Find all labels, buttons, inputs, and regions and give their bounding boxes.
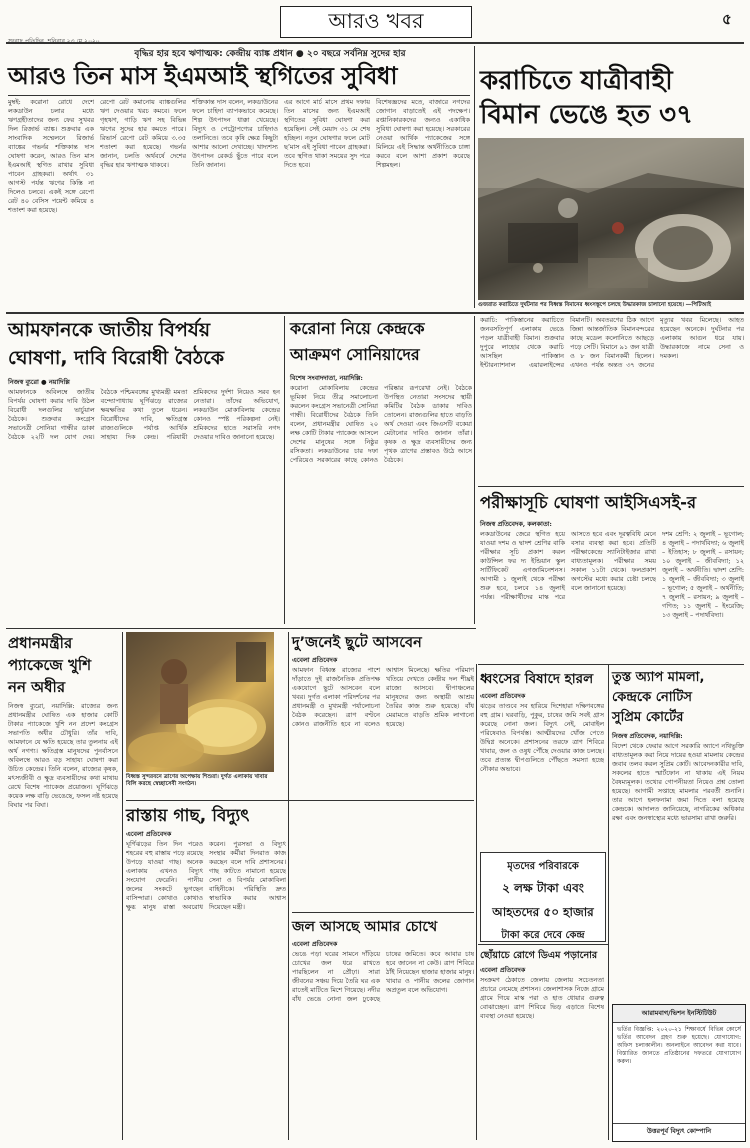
exam-body: লকডাউনের জেরে স্থগিত হয়ে যাওয়া দশম ও দ্বাদশ শ্রেণির বাকি পরীক্ষার সূচি প্রকাশ করল কাউন্সিল ফর দ্য ইন্ডিয়ান স্কুল সার্টিফিকেট এগজামিনেশনস। আগামী ১ জুলাই থেকে পরীক্ষা শুরু হবে, চলবে ১৪ জুলাই পর্যন্ত। পরীক্ষার্থীদের মাস্ক পরে আসতে হবে এবং দূরত্ববিধি মেনে বসার ব্যবস্থা করা হবে। প্রতিটি পরীক্ষাকেন্দ্রে স্যানিটাইজার রাখা বাধ্যতামূলক। পরীক্ষার সময় সকাল ১১টা থেকে। ফলপ্রকাশ অগস্টের মধ্যে করার চেষ্টা চলছে বলে জানানো হয়েছে।	[480, 530, 656, 601]
top-section-rule	[6, 312, 744, 314]
both-body: আমফান বিধ্বস্ত রাজ্যের পাশে দাঁড়াতে দুই রাজনৈতিক প্রতিপক্ষ একযোগে ছুটে আসবেন বলে খবর। দুর্গত এলাকা পরিদর্শনের পর প্রধানমন্ত্রী ও মুখ্যমন্ত্রী পর্যালোচনা বৈঠক করেছেন। ত্রাণ বণ্টনে কোনও রাজনীতি হবে না বলেও আশ্বাস মিলেছে। ক্ষতির পরিমাণ খতিয়ে দেখতে কেন্দ্রীয় দল শীঘ্রই রাজ্যে আসবে। দ্বীপাঞ্চলের মানুষদের জন্য অস্থায়ী আশ্রয় তৈরির কাজ শুরু হয়েছে। বাঁধ মেরামতে বাড়তি শ্রমিক লাগানো হয়েছে।	[292, 666, 474, 728]
lead-col-1: মুম্বই: করোনা রোধে দেশে লকডাউন চলার মধ্যে ঋণগ্রহীতাদের জন্য ফের সুখবর দিল রিজার্ভ ব্যাঙ্ক। শুক্রবার এক সাংবাদিক সম্মেলনে রিজার্ভ ব্যাঙ্কের গভর্নর শক্তিকান্ত দাস ঘোষণা করেন, আরও তিন মাস ইএমআই স্থগিত রাখার সুবিধা পাবেন গ্রাহকরা। অর্থাৎ ৩১ আগস্ট পর্যন্ত ঋণের কিস্তি না দিলেও চলবে। একই সঙ্গে রেপো রেট ৪০ বেসিস পয়েন্ট কমিয়ে ৪ শতাংশ করা হয়েছে।	[8, 98, 94, 214]
grief-byline: এবেলা প্রতিবেদক	[480, 692, 526, 700]
dm-byline: এবেলা প্রতিবেদক	[480, 966, 526, 974]
dm-headline: ছোঁয়াচে রোগে ডিএম পড়ানোর	[480, 950, 598, 961]
column-divider	[474, 46, 475, 308]
court-byline: নিজস্ব প্রতিবেদক, নয়াদিল্লি:	[612, 732, 683, 740]
both-headline: দু’জনেই ছুটে আসবেন	[292, 635, 422, 651]
karachi-body: করাচি: পাকিস্তানের করাচিতে জনবসতিপূর্ণ এলাকায় ভেঙে পড়ল যাত্রীবাহী বিমান। শুক্রবার দুপুরে লাহোর থেকে করাচি আসছিল পাকিস্তান ইন্টারন্যাশনাল এয়ারলাইন্সের বিমানটি। অবতরণের ঠিক আগে জিন্না আন্তর্জাতিক বিমানবন্দরের কাছে মডেল কলোনিতে আছড়ে পড়ে সেটি। বিমানে ৯১ জন যাত্রী ও ৮ জন বিমানকর্মী ছিলেন। এখনও পর্যন্ত অন্তত ৩৭ জনের মৃত্যুর খবর মিলেছে। আহত হয়েছেন অনেকে। দুর্ঘটনার পর এলাকায় আগুন ধরে যায়। উদ্ধারকাজে নামে সেনা ও দমকল।	[480, 316, 744, 369]
exam-top-rule	[478, 486, 744, 487]
lead-col-2: রেপো রেট কমানোয় ব্যাঙ্কগুলির ঋণ দেওয়ার খরচ কমবে। ফলে গৃহঋণ, গাড়ি ঋণ সহ বিভিন্ন ঋণের সুদের হার কমতে পারে। রিভার্স রেপো রেট কমিয়ে ৩.৩৫ শতাংশ করা হয়েছে। গভর্নর জানান, চলতি অর্থবর্ষে দেশের বৃদ্ধির হার ঋণাত্মক থাকবে।	[100, 98, 186, 169]
exam-byline: নিজস্ব প্রতিবেদক, কলকাতা:	[480, 520, 552, 528]
court-headline-1: তুস্ত অ্যাপ মামলা,	[612, 670, 705, 685]
box-title-2: ২ লক্ষ টাকা এবং	[502, 881, 584, 895]
relief-photo-caption: বিধ্বস্ত সুন্দরবনে ত্রাণের অপেক্ষায় শিশুরা। দুর্গত এলাকায় খাবার বিলি করছে স্বেচ্ছাসেবী সংগঠন।	[126, 774, 268, 787]
both-byline: এবেলা প্রতিবেদক	[292, 656, 338, 664]
karachi-crash-photo	[478, 138, 744, 300]
court-body: বিদেশ থেকে ফেরার আগে সরকারি অ্যাপে নথিভুক্তি বাধ্যতামূলক করা নিয়ে দায়ের হওয়া মামলায় কেন্দ্রের জবাব তলব করল সুপ্রিম কোর্ট। আবেদনকারীর দাবি, সকলের হাতে স্মার্টফোন না থাকায় এই নিয়ম বৈষম্যমূলক। তথ্যের গোপনীয়তা নিয়েও প্রশ্ন তোলা হয়েছে। আগামী সপ্তাহে মামলার পরবর্তী শুনানি। তার আগে হলফনামা জমা দিতে বলা হয়েছে কেন্দ্রকে। আদালত জানিয়েছে, নাগরিকের অধিকার রক্ষা এবং জনস্বাস্থ্যের মধ্যে ভারসাম্য রাখা জরুরি।	[612, 742, 744, 822]
trees-body: ঘূর্ণিঝড়ের তিন দিন পরেও শহরের বহু রাস্তায় পড়ে রয়েছে উপড়ে যাওয়া গাছ। অনেক এলাকায় এখনও বিদ্যুৎ সংযোগ ফেরেনি। পানীয় জলের সংকটে ভুগছেন বাসিন্দারা। কোথাও কোথাও ক্ষুব্ধ মানুষ রাস্তা অবরোধ করেন। পুরসভা ও বিদ্যুৎ সংস্থার কর্মীরা দিনরাত কাজ করছেন বলে দাবি প্রশাসনের। গাছ কাটতে নামানো হয়েছে সেনা ও বিপর্যয় মোকাবিলা বাহিনীকে। পরিস্থিতি দ্রুত স্বাভাবিক করার আশ্বাস দিয়েছেন মন্ত্রী।	[126, 840, 286, 911]
amphan-body: আমফানকে অবিলম্বে জাতীয় বিপর্যয় ঘোষণা করার দাবি উঠল বিরোধী দলগুলির ভার্চুয়াল বৈঠকে। শুক্রবার কংগ্রেস সভানেত্রী সোনিয়া গান্ধীর ডাকা বৈঠকে ২২টি দল যোগ দেয়। বৈঠকে পশ্চিমবঙ্গের মুখ্যমন্ত্রী মমতা বন্দ্যোপাধ্যায় ঘূর্ণিঝড়ে রাজ্যের ক্ষয়ক্ষতির কথা তুলে ধরেন। বিরোধীদের দাবি, ক্ষতিগ্রস্ত রাজ্যগুলিকে পর্যাপ্ত আর্থিক সাহায্য দিক কেন্দ্র। পরিযায়ী শ্রমিকদের দুর্দশা নিয়েও সরব হন নেতারা। তাঁদের অভিযোগ, লকডাউন মোকাবিলায় কেন্দ্রের কোনও স্পষ্ট পরিকল্পনা নেই। শ্রমিকদের হাতে সরাসরি নগদ দেওয়ার দাবিও জানানো হয়েছে।	[8, 388, 280, 441]
box-title-1: মৃতদের পরিবারকে	[507, 861, 579, 872]
page-number: ৫	[722, 10, 732, 28]
notice-title: আরামবাগ/ভিশন ইনস্টিটিউট	[613, 1005, 745, 1023]
water-byline: এবেলা প্রতিবেদক	[292, 940, 338, 948]
karachi-headline-2: বিমান ভেঙে হত ৩৭	[480, 100, 693, 130]
karachi-caption: গুজরাত করাচিতে দুর্ঘটনার পর বিধ্বস্ত বিমানের ধ্বংসস্তূপে চলছে উদ্ধারকাজ চালানো হয়েছে। ―পিটিআই	[478, 302, 711, 308]
lead-headline: আরও তিন মাস ইএমআই স্থগিতের সুবিধা	[8, 62, 398, 90]
divider-court	[608, 664, 609, 1140]
divider-sonia	[474, 316, 475, 624]
lead-col-3: শক্তিকান্ত দাস বলেন, লকডাউনের ফলে চাহিদা ব্যাপকভাবে কমেছে। শিল্প উৎপাদন ধাক্কা খেয়েছে। বিদ্যুৎ ও পেট্রোপণ্যের চাহিদাও তলানিতে। তবে কৃষি ক্ষেত্র কিছুটা আশার আলো দেখাচ্ছে। খাদ্যশস্য উৎপাদন রেকর্ড ছুঁতে পারে বলে তিনি জানান।	[192, 98, 278, 169]
water-body: ভেঙে পড়া ঘরের সামনে দাঁড়িয়ে চোখের জল ধরে রাখতে পারছিলেন না প্রৌঢ়া। সারা জীবনের সঞ্চয় দিয়ে তৈরি ঘর এক রাতেই মাটিতে মিশে গিয়েছে। নদীর বাঁধ ভেঙে নোনা জল ঢুকেছে চাষের জমিতে। কবে আবার চাষ হবে জানেন না কেউ। ত্রাণ শিবিরে ঠাঁই নিয়েছেন হাজার হাজার মানুষ। খাবার ও পানীয় জলের জোগান অপ্রতুল বলে অভিযোগ।	[292, 950, 474, 1003]
lead-col-5: বিশেষজ্ঞদের মতে, বাজারে নগদের জোগান বাড়াতেই এই পদক্ষেপ। রপ্তানিকারকদের জন্যও একাধিক সুবিধা ঘোষণা করা হয়েছে। সরকারের নেওয়া আর্থিক প্যাকেজের সঙ্গে মিলিয়ে এই সিদ্ধান্ত অর্থনীতিকে চাঙ্গা করবে বলে আশা প্রকাশ করেছে শিল্পমহল।	[376, 98, 470, 169]
trees-headline: রাস্তায় গাছ, বিদ্যুৎ	[126, 806, 250, 826]
pm-body: নিজস্ব ব্যুরো, নয়াদিল্লি: রাজ্যের জন্য প্রধানমন্ত্রীর ঘোষিত এক হাজার কোটি টাকার প্যাকেজে খুশি নন প্রদেশ কংগ্রেস সভাপতি অধীর চৌধুরি। তাঁর দাবি, আমফানে যে ক্ষতি হয়েছে তার তুলনায় এই অর্থ নগণ্য। ক্ষতিগ্রস্ত মানুষদের পুনর্বাসনে অবিলম্বে আরও বড় সাহায্য ঘোষণা করা উচিত কেন্দ্রের। তিনি বলেন, রাজ্যের কৃষক, মৎস্যজীবী ও ক্ষুদ্র ব্যবসায়ীদের কথা মাথায় রেখে বিশেষ প্যাকেজ প্রয়োজন। ঘূর্ণিঝড়ে কয়েক লক্ষ বাড়ি ভেঙেছে, ফসল নষ্ট হয়েছে বিঘার পর বিঘা।	[8, 702, 118, 809]
sonia-headline-2: আক্রমণ সোনিয়াদের	[290, 345, 420, 364]
karachi-headline-1: করাচিতে যাত্রীবাহী	[480, 66, 673, 96]
court-headline-2: কেন্দ্রকে নোটিস	[612, 690, 692, 705]
box-title-4: টাকা করে দেবে কেন্দ্র	[501, 930, 585, 941]
pm-headline-3: নন অধীর	[8, 678, 66, 696]
box-title-3: আহতদের ৫০ হাজার	[492, 905, 594, 919]
dm-body: সংক্রমণ ঠেকাতে জেলায় জেলায় সচেতনতা প্রচারে নেমেছে প্রশাসন। জেলাশাসক নিজে গ্রামে গ্রামে গিয়ে মাস্ক পরা ও হাত ধোয়ার গুরুত্ব বোঝাচ্ছেন। ত্রাণ শিবিরে ভিড় এড়াতে বিশেষ ব্যবস্থা নেওয়া হয়েছে।	[480, 976, 604, 1020]
lead-rule	[8, 95, 470, 96]
compensation-box	[480, 852, 606, 942]
divider-amphan	[284, 316, 285, 624]
exam-headline: পরীক্ষাসূচি ঘোষণা আইসিএসই-র	[480, 493, 697, 512]
notice-ad	[612, 1004, 746, 1142]
masthead-rule	[6, 42, 744, 44]
lead-kicker: বৃদ্ধির হার হবে ঋণাত্মক: কেন্দ্রীয় ব্যাঙ্ক প্রধান ● ২০ বছরে সর্বনিম্ন সুদের হার	[134, 49, 406, 59]
water-headline: জল আসছে আমার চোখে	[292, 919, 438, 935]
divider-water	[476, 664, 477, 1140]
water-rule	[292, 912, 474, 913]
sonia-byline: বিশেষ সংবাদদাতা, নয়াদিল্লি:	[290, 374, 363, 382]
dm-rule	[478, 944, 608, 945]
amphan-headline-1: আমফানকে জাতীয় বিপর্যয়	[8, 319, 211, 341]
relief-photo-art	[126, 632, 274, 772]
section-title-text: আরও খবর	[328, 9, 424, 33]
lead-col-4: এর আগে মার্চ মাসে প্রথম দফায় তিন মাসের জন্য ইএমআই স্থগিতের সুবিধা ঘোষণা করা হয়েছিল। সেই মেয়াদ ৩১ মে শেষ হচ্ছিল। নতুন ঘোষণার ফলে মোট ছ’মাস এই সুবিধা পাবেন গ্রাহকরা। তবে স্থগিত থাকা সময়ের সুদ পরে দিতে হবে।	[284, 98, 370, 169]
mid-rule	[6, 628, 476, 629]
notice-body: ভর্তির বিজ্ঞপ্তি: ২০২০-২১ শিক্ষাবর্ষে বিভিন্ন কোর্সে ভর্তির আবেদন গ্রহণ শুরু হয়েছে। যোগাযোগ: অফিস চলাকালীন। অনলাইনে আবেদন করা যাবে। বিস্তারিত জানতে প্রতিষ্ঠানের দফতরে যোগাযোগ করুন।	[617, 1026, 741, 1065]
sonia-body: করোনা মোকাবিলায় কেন্দ্রের ভূমিকা নিয়ে তীব্র সমালোচনা করলেন কংগ্রেস সভানেত্রী সোনিয়া গান্ধী। বিরোধীদের বৈঠকে তিনি বলেন, প্রধানমন্ত্রীর ঘোষিত ২০ লক্ষ কোটি টাকার প্যাকেজ আসলে দেশের মানুষের সঙ্গে নিষ্ঠুর রসিকতা। লকডাউনের চার দফা পেরিয়েও সরকারের কাছে কোনও পরিষ্কার রূপরেখা নেই। বৈঠকে উপস্থিত নেতারা সংসদের স্থায়ী কমিটির বৈঠক ডাকার দাবিও তোলেন। রাজ্যগুলির হাতে বাড়তি অর্থ দেওয়া এবং জিএসটি বকেয়া মেটানোর দাবিও জানান তাঁরা। কৃষক ও ক্ষুদ্র ব্যবসায়ীদের জন্য পৃথক ত্রাণের প্রস্তাবও উঠে আসে বৈঠকে।	[290, 384, 472, 464]
sonia-headline-1: করোনা নিয়ে কেন্দ্রকে	[290, 319, 425, 338]
relief-photo	[126, 632, 274, 772]
grief-body: ঝড়ের তাণ্ডবে সব হারিয়ে দিশেহারা দক্ষিণবঙ্গের বহু গ্রাম। ঘরবাড়ি, পুকুর, চাষের জমি সবই গ্রাস করেছে নোনা জল। বিদ্যুৎ নেই, মোবাইল পরিষেবাও বিপর্যস্ত। আত্মীয়দের খোঁজ পেতে উদ্বিগ্ন অনেকে। প্রশাসনের তরফে ত্রাণ শিবিরে খাবার, জল ও ওষুধ পৌঁছে দেওয়ার কাজ চলছে। তবে প্রত্যন্ত দ্বীপগুলিতে পৌঁছতে সমস্যা হচ্ছে নৌকার অভাবে।	[480, 702, 604, 773]
trees-byline: এবেলা প্রতিবেদক	[126, 830, 172, 838]
exam-schedule: দশম শ্রেণি: ২ জুলাই – ভূগোল; ৪ জুলাই – পদার্থবিদ্যা; ৬ জুলাই – ইতিহাস; ৮ জুলাই – রসায়ন; ১০ জুলাই – জীববিদ্যা; ১২ জুলাই – অর্থনীতি। দ্বাদশ শ্রেণি: ১ জুলাই – জীববিদ্যা; ৩ জুলাই – ভূগোল; ৫ জুলাই – অর্থনীতি; ৭ জুলাই – রসায়ন; ৯ জুলাই – গণিত; ১১ জুলাই – ইংরেজি; ১৩ জুলাই – পদার্থবিদ্যা।	[662, 530, 744, 619]
divider-pm	[122, 632, 123, 1140]
court-headline-3: সুপ্রিম কোর্টের	[612, 710, 684, 725]
karachi-photo-art	[478, 138, 744, 300]
grief-rule	[478, 664, 744, 665]
amphan-byline: নিজস্ব ব্যুরো ● নয়াদিল্লি	[8, 378, 70, 386]
divider-trees	[288, 632, 289, 1140]
pm-headline-1: প্রধানমন্ত্রীর	[8, 634, 73, 652]
notice-footer: উত্তরপূর্ব বিদ্যুৎ কোম্পানি	[613, 1123, 745, 1137]
grief-headline: ধ্বংসের বিষাদে হারল	[480, 671, 594, 687]
amphan-headline-2: ঘোষণা, দাবি বিরোধী বৈঠকে	[8, 347, 225, 369]
pm-headline-2: প্যাকেজে খুশি	[8, 656, 92, 674]
section-title	[280, 6, 472, 38]
